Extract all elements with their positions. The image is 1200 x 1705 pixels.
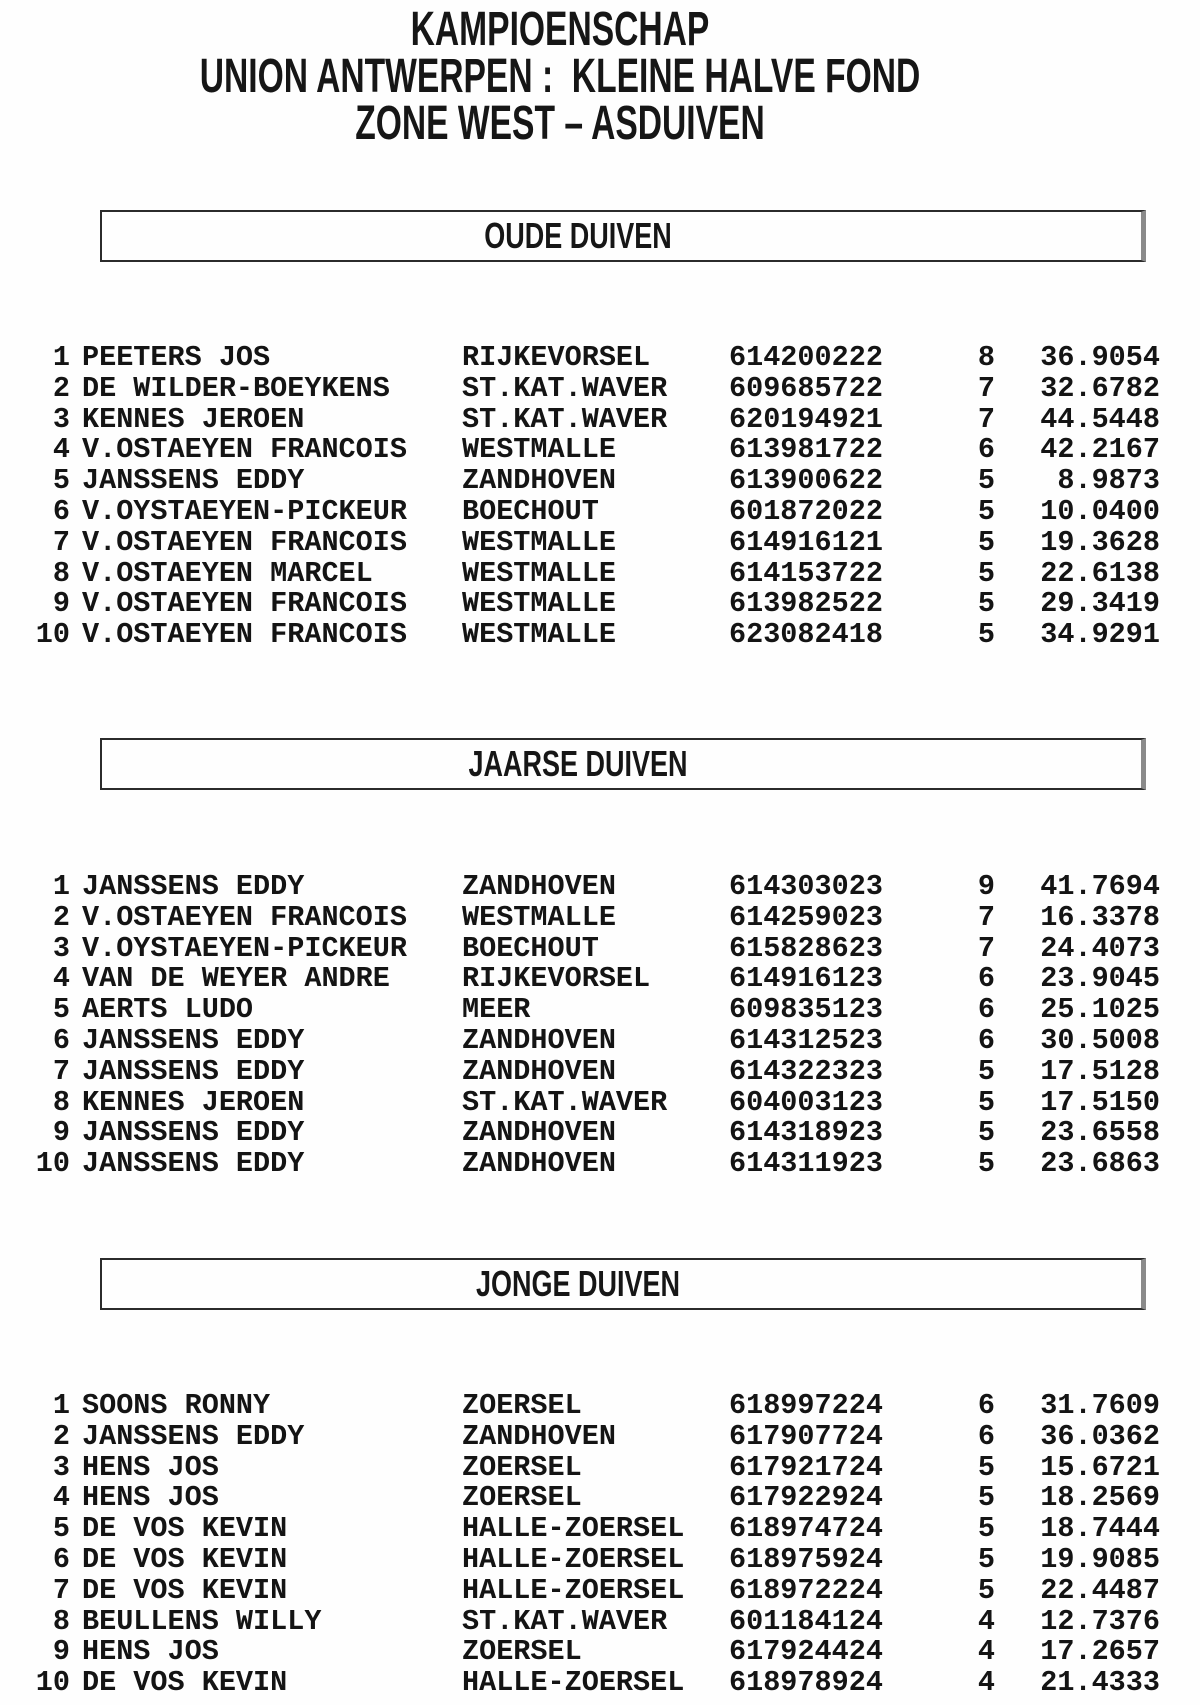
ring-number-cell: 614303023 (729, 870, 883, 903)
table-row (0, 1450, 1160, 1484)
table-row (0, 1054, 1160, 1088)
locality-cell: WESTMALLE (462, 900, 616, 934)
locality-cell: ZANDHOVEN (462, 1147, 616, 1181)
locality-cell: HALLE-ZOERSEL (462, 1573, 685, 1607)
table-row (0, 494, 1160, 528)
locality-cell: ST.KAT.WAVER (462, 1085, 668, 1119)
fancier-name-cell: SOONS RONNY (82, 1389, 271, 1422)
table-row (0, 900, 1160, 934)
ring-number-cell: 617907724 (729, 1419, 883, 1453)
ring-number-cell: 613900622 (729, 464, 883, 498)
rank-cell: 1 (52, 1389, 70, 1422)
prizes-count-cell: 5 (977, 587, 995, 621)
prizes-count-cell: 6 (977, 1389, 995, 1422)
table-row (0, 589, 1160, 620)
ring-number-cell: 609835123 (729, 993, 883, 1027)
locality-cell: ZOERSEL (462, 1450, 582, 1484)
section-header-oude-duiven (100, 210, 1146, 262)
locality-cell: ZOERSEL (462, 1635, 582, 1669)
coefficient-cell: 15.6721 (1040, 1450, 1160, 1484)
fancier-name-cell: JANSSENS EDDY (82, 1054, 305, 1088)
fancier-name-cell: JANSSENS EDDY (82, 870, 305, 903)
locality-cell: RIJKEVORSEL (462, 341, 651, 374)
ring-number-cell: 614322323 (729, 1054, 883, 1088)
rank-cell: 9 (52, 1116, 70, 1150)
ring-number-cell: 617921724 (729, 1450, 883, 1484)
rank-cell: 6 (52, 1542, 70, 1576)
coefficient-cell: 19.3628 (1040, 525, 1160, 559)
rank-cell: 5 (52, 464, 70, 498)
section-header-label: JAARSE DUIVEN (468, 743, 689, 784)
prizes-count-cell: 5 (977, 525, 995, 559)
coefficient-cell: 29.3419 (1040, 587, 1160, 621)
fancier-name-cell: PEETERS JOS (82, 341, 271, 374)
locality-cell: ZOERSEL (462, 1481, 582, 1515)
coefficient-cell: 16.3378 (1040, 900, 1160, 934)
locality-cell: HALLE-ZOERSEL (462, 1666, 685, 1700)
results-table-oude-duiven (0, 343, 1160, 651)
prizes-count-cell: 5 (977, 1147, 995, 1181)
rank-cell: 7 (52, 1054, 70, 1088)
fancier-name-cell: V.OSTAEYEN FRANCOIS (82, 525, 407, 559)
ring-number-cell: 617924424 (729, 1635, 883, 1669)
prizes-count-cell: 5 (977, 618, 995, 652)
coefficient-cell: 17.2657 (1040, 1635, 1160, 1669)
table-row (0, 1149, 1160, 1180)
title-line-union: UNION ANTWERPEN : KLEINE HALVE FOND (199, 50, 921, 103)
table-row (0, 620, 1160, 651)
rank-cell: 9 (52, 587, 70, 621)
coefficient-cell: 23.9045 (1040, 962, 1160, 996)
coefficient-cell: 44.5448 (1040, 402, 1160, 436)
coefficient-cell: 34.9291 (1040, 618, 1160, 652)
coefficient-cell: 21.4333 (1040, 1666, 1160, 1700)
locality-cell: ZANDHOVEN (462, 870, 616, 903)
ring-number-cell: 613981722 (729, 433, 883, 467)
fancier-name-cell: V.OSTAEYEN FRANCOIS (82, 618, 407, 652)
coefficient-cell: 25.1025 (1040, 993, 1160, 1027)
prizes-count-cell: 5 (977, 464, 995, 498)
ring-number-cell: 618972224 (729, 1573, 883, 1607)
rank-cell: 1 (52, 870, 70, 903)
locality-cell: ZANDHOVEN (462, 464, 616, 498)
ring-number-cell: 614312523 (729, 1023, 883, 1057)
coefficient-cell: 17.5128 (1040, 1054, 1160, 1088)
coefficient-cell: 30.5008 (1040, 1023, 1160, 1057)
prizes-count-cell: 7 (977, 931, 995, 965)
coefficient-cell: 36.0362 (1040, 1419, 1160, 1453)
prizes-count-cell: 5 (977, 1512, 995, 1546)
ring-number-cell: 614259023 (729, 900, 883, 934)
results-table-jaarse-duiven (0, 872, 1160, 1180)
rank-cell: 4 (52, 1481, 70, 1515)
fancier-name-cell: V.OYSTAEYEN-PICKEUR (82, 931, 407, 965)
rank-cell: 10 (35, 1147, 70, 1181)
fancier-name-cell: DE VOS KEVIN (82, 1512, 288, 1546)
table-row (0, 435, 1160, 466)
rank-cell: 7 (52, 1573, 70, 1607)
coefficient-cell: 17.5150 (1040, 1085, 1160, 1119)
rank-cell: 9 (52, 1635, 70, 1669)
table-row (0, 872, 1160, 903)
ring-number-cell: 618974724 (729, 1512, 883, 1546)
fancier-name-cell: V.OSTAEYEN MARCEL (82, 556, 373, 590)
rank-cell: 7 (52, 525, 70, 559)
prizes-count-cell: 4 (977, 1635, 995, 1669)
rank-cell: 8 (52, 556, 70, 590)
title-line-zone: ZONE WEST – ASDUIVEN (355, 97, 765, 150)
fancier-name-cell: DE VOS KEVIN (82, 1542, 288, 1576)
section-header-jaarse-duiven (100, 738, 1146, 790)
ring-number-cell: 618997224 (729, 1389, 883, 1422)
locality-cell: HALLE-ZOERSEL (462, 1512, 685, 1546)
rank-cell: 4 (52, 962, 70, 996)
table-row (0, 1668, 1160, 1699)
prizes-count-cell: 5 (977, 1481, 995, 1515)
locality-cell: ZOERSEL (462, 1389, 582, 1422)
table-row (0, 343, 1160, 374)
ring-number-cell: 614200222 (729, 341, 883, 374)
rank-cell: 5 (52, 993, 70, 1027)
prizes-count-cell: 5 (977, 1542, 995, 1576)
locality-cell: ZANDHOVEN (462, 1023, 616, 1057)
rank-cell: 8 (52, 1604, 70, 1638)
ring-number-cell: 617922924 (729, 1481, 883, 1515)
table-row (0, 931, 1160, 965)
coefficient-cell: 32.6782 (1040, 371, 1160, 405)
table-row (0, 525, 1160, 559)
ring-number-cell: 618975924 (729, 1542, 883, 1576)
prizes-count-cell: 6 (977, 433, 995, 467)
rank-cell: 2 (52, 900, 70, 934)
ring-number-cell: 601872022 (729, 494, 883, 528)
prizes-count-cell: 6 (977, 993, 995, 1027)
prizes-count-cell: 6 (977, 1023, 995, 1057)
table-row (0, 995, 1160, 1026)
coefficient-cell: 31.7609 (1040, 1389, 1160, 1422)
table-row (0, 1542, 1160, 1576)
fancier-name-cell: KENNES JEROEN (82, 1085, 305, 1119)
fancier-name-cell: V.OYSTAEYEN-PICKEUR (82, 494, 407, 528)
fancier-name-cell: DE WILDER-BOEYKENS (82, 371, 390, 405)
ring-number-cell: 614318923 (729, 1116, 883, 1150)
fancier-name-cell: DE VOS KEVIN (82, 1573, 288, 1607)
prizes-count-cell: 5 (977, 1116, 995, 1150)
coefficient-cell: 23.6558 (1040, 1116, 1160, 1150)
prizes-count-cell: 7 (977, 900, 995, 934)
fancier-name-cell: DE VOS KEVIN (82, 1666, 288, 1700)
rank-cell: 10 (35, 618, 70, 652)
document-title (0, 3, 1120, 150)
prizes-count-cell: 5 (977, 1085, 995, 1119)
fancier-name-cell: JANSSENS EDDY (82, 1147, 305, 1181)
locality-cell: ZANDHOVEN (462, 1054, 616, 1088)
fancier-name-cell: JANSSENS EDDY (82, 1116, 305, 1150)
table-row (0, 1419, 1160, 1453)
table-row (0, 1637, 1160, 1668)
fancier-name-cell: BEULLENS WILLY (82, 1604, 322, 1638)
coefficient-cell: 18.2569 (1040, 1481, 1160, 1515)
locality-cell: WESTMALLE (462, 587, 616, 621)
coefficient-cell: 24.4073 (1040, 931, 1160, 965)
prizes-count-cell: 5 (977, 1054, 995, 1088)
fancier-name-cell: VAN DE WEYER ANDRE (82, 962, 390, 996)
prizes-count-cell: 5 (977, 556, 995, 590)
table-row (0, 1391, 1160, 1422)
fancier-name-cell: V.OSTAEYEN FRANCOIS (82, 587, 407, 621)
rank-cell: 8 (52, 1085, 70, 1119)
section-header-jonge-duiven (100, 1258, 1146, 1310)
locality-cell: ZANDHOVEN (462, 1116, 616, 1150)
rank-cell: 3 (52, 931, 70, 965)
ring-number-cell: 609685722 (729, 371, 883, 405)
rank-cell: 2 (52, 1419, 70, 1453)
locality-cell: WESTMALLE (462, 433, 616, 467)
prizes-count-cell: 4 (977, 1666, 995, 1700)
fancier-name-cell: V.OSTAEYEN FRANCOIS (82, 900, 407, 934)
table-row (0, 1023, 1160, 1057)
locality-cell: ST.KAT.WAVER (462, 402, 668, 436)
rank-cell: 2 (52, 371, 70, 405)
coefficient-cell: 19.9085 (1040, 1542, 1160, 1576)
fancier-name-cell: HENS JOS (82, 1450, 219, 1484)
ring-number-cell: 615828623 (729, 931, 883, 965)
table-row (0, 964, 1160, 995)
fancier-name-cell: JANSSENS EDDY (82, 1419, 305, 1453)
table-row (0, 1118, 1160, 1149)
rank-cell: 5 (52, 1512, 70, 1546)
coefficient-cell: 10.0400 (1040, 494, 1160, 528)
coefficient-cell: 36.9054 (1040, 341, 1160, 374)
ring-number-cell: 614916121 (729, 525, 883, 559)
results-table-jonge-duiven (0, 1391, 1160, 1699)
section-header-label: OUDE DUIVEN (484, 215, 673, 256)
fancier-name-cell: V.OSTAEYEN FRANCOIS (82, 433, 407, 467)
locality-cell: WESTMALLE (462, 618, 616, 652)
table-row (0, 1573, 1160, 1607)
prizes-count-cell: 9 (977, 870, 995, 903)
locality-cell: BOECHOUT (462, 494, 599, 528)
ring-number-cell: 601184124 (729, 1604, 883, 1638)
ring-number-cell: 614153722 (729, 556, 883, 590)
ring-number-cell: 613982522 (729, 587, 883, 621)
table-row (0, 466, 1160, 497)
ring-number-cell: 614311923 (729, 1147, 883, 1181)
rank-cell: 6 (52, 494, 70, 528)
locality-cell: WESTMALLE (462, 525, 616, 559)
table-row (0, 1483, 1160, 1514)
locality-cell: HALLE-ZOERSEL (462, 1542, 685, 1576)
fancier-name-cell: JANSSENS EDDY (82, 1023, 305, 1057)
coefficient-cell: 41.7694 (1040, 870, 1160, 903)
ring-number-cell: 618978924 (729, 1666, 883, 1700)
locality-cell: ZANDHOVEN (462, 1419, 616, 1453)
table-row (0, 1604, 1160, 1638)
prizes-count-cell: 4 (977, 1604, 995, 1638)
coefficient-cell: 12.7376 (1040, 1604, 1160, 1638)
coefficient-cell: 18.7444 (1040, 1512, 1160, 1546)
title-line-championship: KAMPIOENSCHAP (410, 3, 710, 56)
fancier-name-cell: AERTS LUDO (82, 993, 254, 1027)
locality-cell: ST.KAT.WAVER (462, 1604, 668, 1638)
fancier-name-cell: KENNES JEROEN (82, 402, 305, 436)
fancier-name-cell: HENS JOS (82, 1481, 219, 1515)
table-row (0, 371, 1160, 405)
prizes-count-cell: 5 (977, 1450, 995, 1484)
fancier-name-cell: HENS JOS (82, 1635, 219, 1669)
ring-number-cell: 604003123 (729, 1085, 883, 1119)
table-row (0, 1085, 1160, 1119)
prizes-count-cell: 6 (977, 962, 995, 996)
rank-cell: 3 (52, 1450, 70, 1484)
rank-cell: 1 (52, 341, 70, 374)
coefficient-cell: 8.9873 (1057, 464, 1160, 498)
section-header-label: JONGE DUIVEN (476, 1263, 681, 1304)
prizes-count-cell: 7 (977, 402, 995, 436)
locality-cell: WESTMALLE (462, 556, 616, 590)
ring-number-cell: 623082418 (729, 618, 883, 652)
coefficient-cell: 23.6863 (1040, 1147, 1160, 1181)
locality-cell: RIJKEVORSEL (462, 962, 651, 996)
coefficient-cell: 22.6138 (1040, 556, 1160, 590)
locality-cell: MEER (462, 993, 531, 1027)
prizes-count-cell: 8 (977, 341, 995, 374)
prizes-count-cell: 6 (977, 1419, 995, 1453)
rank-cell: 4 (52, 433, 70, 467)
prizes-count-cell: 7 (977, 371, 995, 405)
rank-cell: 6 (52, 1023, 70, 1057)
rank-cell: 3 (52, 402, 70, 436)
prizes-count-cell: 5 (977, 494, 995, 528)
ring-number-cell: 614916123 (729, 962, 883, 996)
table-row (0, 402, 1160, 436)
fancier-name-cell: JANSSENS EDDY (82, 464, 305, 498)
ring-number-cell: 620194921 (729, 402, 883, 436)
coefficient-cell: 42.2167 (1040, 433, 1160, 467)
rank-cell: 10 (35, 1666, 70, 1700)
table-row (0, 1514, 1160, 1545)
prizes-count-cell: 5 (977, 1573, 995, 1607)
coefficient-cell: 22.4487 (1040, 1573, 1160, 1607)
locality-cell: ST.KAT.WAVER (462, 371, 668, 405)
locality-cell: BOECHOUT (462, 931, 599, 965)
table-row (0, 556, 1160, 590)
